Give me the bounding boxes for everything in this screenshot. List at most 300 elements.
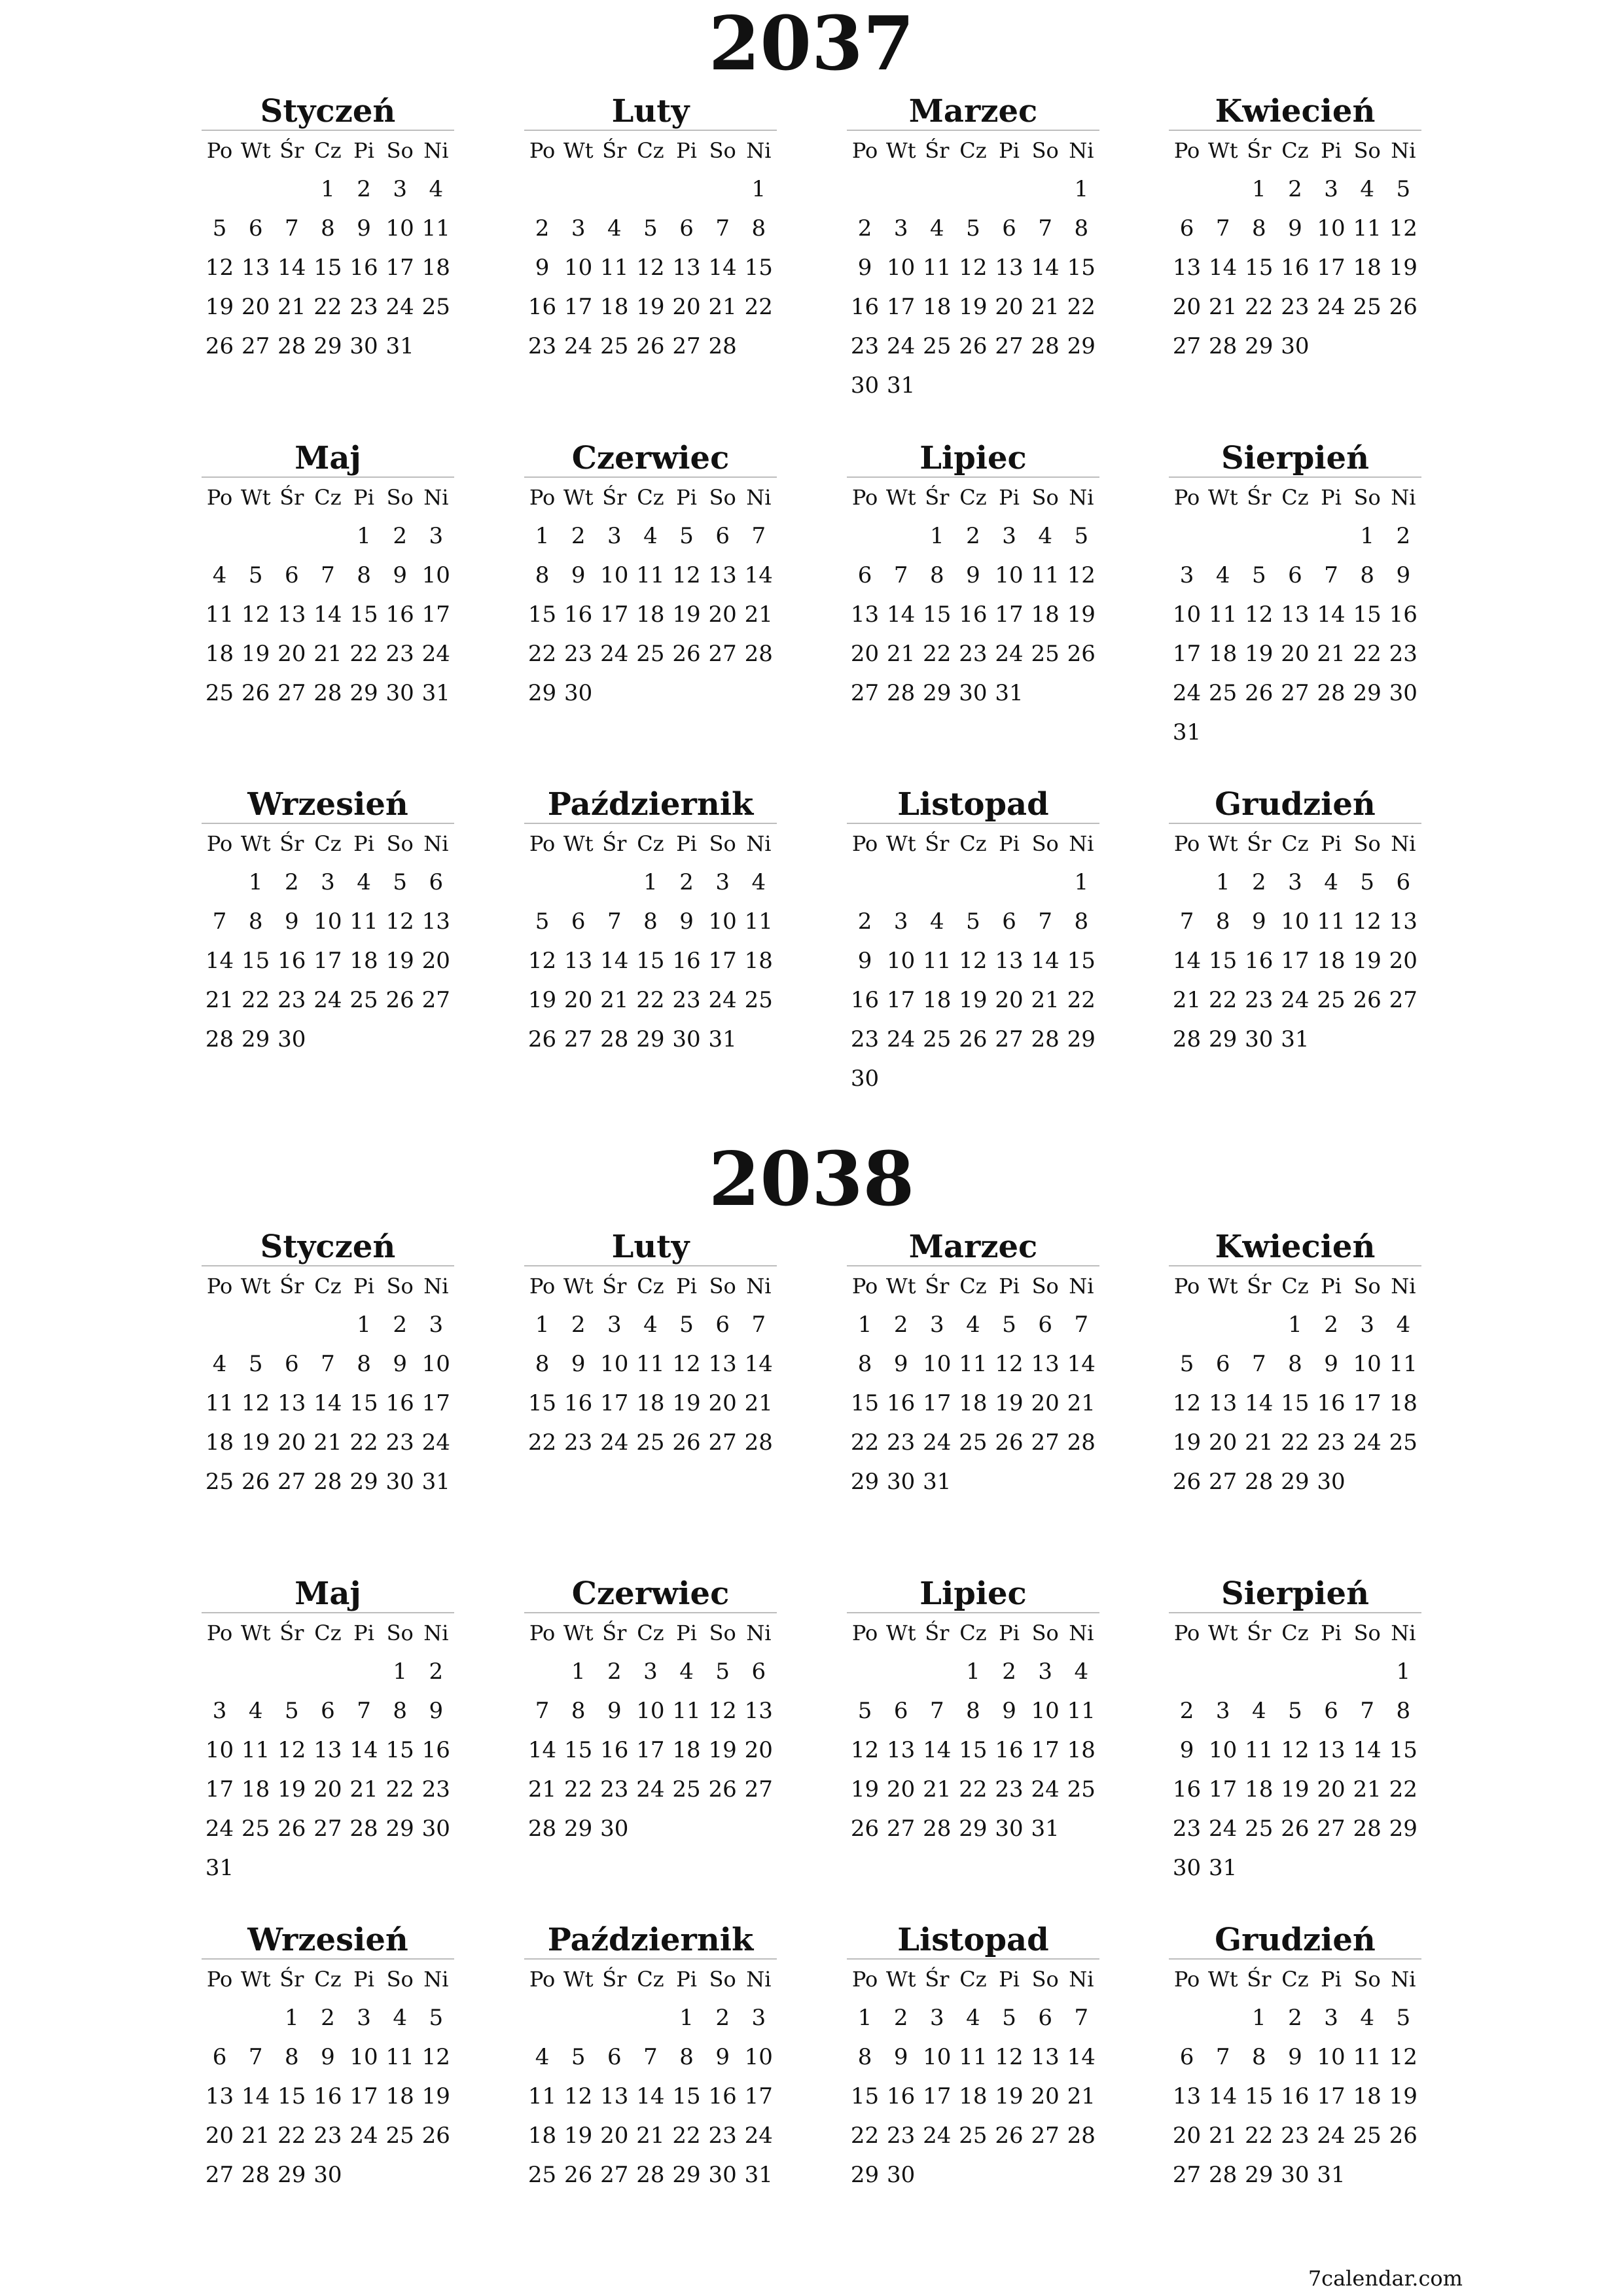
day-cell: 4 — [751, 869, 766, 895]
day-cell: 18 — [349, 948, 378, 974]
day-cell: 11 — [349, 908, 378, 935]
day-cell: 2 — [1251, 869, 1266, 895]
day-cell: 31 — [744, 2162, 773, 2188]
weekday-label: Po — [1173, 1620, 1200, 1645]
day-cell: 20 — [995, 987, 1024, 1013]
day-cell: 6 — [571, 908, 586, 935]
weekday-label: Cz — [959, 831, 987, 856]
weekday-label: So — [386, 137, 414, 163]
month-block — [524, 786, 777, 1059]
day-cell: 1 — [571, 1659, 586, 1685]
month-name: Luty — [524, 1229, 777, 1266]
day-cell: 31 — [1209, 1855, 1238, 1881]
week-row — [202, 595, 454, 634]
day-cell: 24 — [421, 641, 450, 667]
day-cell: 1 — [393, 1659, 407, 1685]
day-cell: 16 — [708, 2083, 737, 2109]
day-cell: 21 — [1172, 987, 1202, 1013]
day-cell: 8 — [857, 1351, 872, 1377]
day-cell: 5 — [1396, 176, 1411, 202]
day-cell: 20 — [205, 2123, 234, 2149]
week-row — [1169, 1770, 1421, 1809]
day-cell: 1 — [929, 523, 944, 549]
day-cell: 15 — [744, 255, 773, 281]
weekday-label: So — [386, 1273, 414, 1299]
day-cell: 6 — [715, 1312, 730, 1338]
day-cell: 7 — [1074, 1312, 1089, 1338]
day-cell: 5 — [643, 215, 658, 242]
day-cell: 13 — [995, 255, 1024, 281]
weekday-header — [847, 478, 1099, 516]
day-cell: 13 — [1317, 1737, 1346, 1763]
weekday-label: Ni — [1391, 1966, 1416, 1992]
day-cell: 14 — [1209, 2083, 1238, 2109]
day-cell: 3 — [715, 869, 730, 895]
weekday-header — [524, 131, 777, 170]
weekday-label: Wt — [885, 831, 916, 856]
day-cell: 9 — [857, 948, 872, 974]
week-row — [1169, 170, 1421, 209]
day-cell: 13 — [1031, 2044, 1060, 2070]
day-cell: 4 — [1396, 1312, 1411, 1338]
day-cell: 6 — [1038, 2005, 1052, 2031]
month-name: Kwiecień — [1169, 93, 1421, 131]
day-cell: 3 — [1288, 869, 1302, 895]
day-cell: 12 — [959, 255, 988, 281]
day-cell: 29 — [672, 2162, 701, 2188]
day-cell: 15 — [277, 2083, 306, 2109]
day-cell: 17 — [313, 948, 342, 974]
weekday-label: Śr — [1247, 1273, 1272, 1299]
day-cell: 13 — [1172, 2083, 1202, 2109]
day-cell: 7 — [715, 215, 730, 242]
day-cell: 11 — [421, 215, 450, 242]
day-cell: 23 — [708, 2123, 737, 2149]
day-cell: 24 — [313, 987, 342, 1013]
weekday-label: Wt — [885, 137, 916, 163]
day-cell: 18 — [241, 1776, 270, 1803]
day-cell: 9 — [966, 562, 980, 588]
month-block — [524, 1575, 777, 1848]
month-block — [524, 1922, 777, 2195]
day-cell: 17 — [349, 2083, 378, 2109]
day-cell: 26 — [205, 333, 234, 359]
day-cell: 30 — [995, 1816, 1024, 1842]
day-cell: 24 — [995, 641, 1024, 667]
day-cell: 8 — [679, 2044, 694, 2070]
month-name: Maj — [202, 440, 454, 478]
day-cell: 4 — [1074, 1659, 1089, 1685]
weekday-label: Cz — [637, 831, 664, 856]
weekday-header — [202, 1266, 454, 1305]
day-cell: 25 — [1353, 294, 1382, 320]
day-cell: 21 — [600, 987, 629, 1013]
day-cell: 24 — [1209, 1816, 1238, 1842]
day-cell: 9 — [1396, 562, 1411, 588]
day-cell: 3 — [893, 908, 908, 935]
day-cell: 28 — [241, 2162, 270, 2188]
day-cell: 19 — [672, 1390, 701, 1416]
week-row — [1169, 516, 1421, 556]
day-cell: 7 — [357, 1698, 371, 1724]
month-block — [1169, 440, 1421, 752]
weekday-header — [1169, 824, 1421, 863]
week-row — [847, 366, 1099, 405]
day-cell: 11 — [205, 1390, 234, 1416]
day-cell: 8 — [1215, 908, 1230, 935]
day-cell: 13 — [1281, 601, 1310, 628]
day-cell: 22 — [1245, 2123, 1274, 2149]
week-row — [847, 980, 1099, 1020]
day-cell: 28 — [349, 1816, 378, 1842]
week-row — [847, 1384, 1099, 1423]
day-cell: 30 — [887, 2162, 916, 2188]
day-cell: 1 — [357, 1312, 371, 1338]
weekday-label: Po — [851, 484, 878, 510]
day-cell: 6 — [607, 2044, 622, 2070]
month-block — [202, 1575, 454, 1888]
day-cell: 12 — [527, 948, 557, 974]
day-cell: 21 — [1317, 641, 1346, 667]
weekday-label: Pi — [676, 484, 697, 510]
day-cell: 24 — [923, 2123, 952, 2149]
weekday-label: Cz — [314, 1966, 342, 1992]
day-cell: 15 — [313, 255, 342, 281]
weekday-label: Po — [529, 1273, 556, 1299]
weekday-header — [524, 1266, 777, 1305]
day-cell: 3 — [1324, 176, 1338, 202]
weekday-label: Po — [1173, 137, 1200, 163]
week-row — [202, 2037, 454, 2077]
weekday-header — [1169, 1613, 1421, 1652]
day-cell: 17 — [421, 1390, 450, 1416]
day-cell: 14 — [636, 2083, 665, 2109]
day-cell: 22 — [1245, 294, 1274, 320]
day-cell: 4 — [679, 1659, 694, 1685]
day-cell: 30 — [887, 1469, 916, 1495]
day-cell: 5 — [393, 869, 407, 895]
day-cell: 17 — [708, 948, 737, 974]
day-cell: 12 — [564, 2083, 593, 2109]
day-cell: 31 — [1317, 2162, 1346, 2188]
day-cell: 9 — [1179, 1737, 1194, 1763]
weekday-label: Śr — [1247, 1620, 1272, 1645]
day-cell: 10 — [923, 1351, 952, 1377]
day-cell: 22 — [527, 1429, 557, 1456]
weekday-label: Wt — [240, 1620, 271, 1645]
day-cell: 17 — [600, 601, 629, 628]
day-cell: 16 — [1389, 601, 1418, 628]
week-row — [1169, 1809, 1421, 1848]
day-cell: 1 — [966, 1659, 980, 1685]
weekday-label: Ni — [423, 1966, 449, 1992]
day-cell: 12 — [1245, 601, 1274, 628]
weekday-label: Po — [851, 137, 878, 163]
day-cell: 16 — [1281, 255, 1310, 281]
day-cell: 28 — [313, 680, 342, 706]
weekday-label: Wt — [240, 1966, 271, 1992]
day-cell: 10 — [995, 562, 1024, 588]
weekday-label: Śr — [279, 1966, 304, 1992]
day-cell: 19 — [1389, 2083, 1418, 2109]
day-cell: 2 — [966, 523, 980, 549]
day-cell: 16 — [995, 1737, 1024, 1763]
week-row — [524, 248, 777, 287]
day-cell: 21 — [1209, 294, 1238, 320]
day-cell: 22 — [1209, 987, 1238, 1013]
week-row — [202, 1848, 454, 1888]
day-cell: 11 — [1031, 562, 1060, 588]
day-cell: 20 — [600, 2123, 629, 2149]
day-cell: 8 — [357, 562, 371, 588]
weekday-label: Wt — [563, 1620, 594, 1645]
day-cell: 29 — [1245, 2162, 1274, 2188]
day-cell: 27 — [277, 680, 306, 706]
day-cell: 18 — [205, 1429, 234, 1456]
day-cell: 24 — [887, 333, 916, 359]
day-cell: 16 — [887, 2083, 916, 2109]
month-block — [847, 93, 1099, 405]
day-cell: 20 — [1172, 294, 1202, 320]
day-cell: 8 — [1074, 215, 1089, 242]
weekday-label: So — [386, 484, 414, 510]
day-cell: 5 — [679, 1312, 694, 1338]
day-cell: 30 — [564, 680, 593, 706]
week-row — [847, 327, 1099, 366]
day-cell: 21 — [1209, 2123, 1238, 2149]
weekday-label: So — [1031, 1620, 1059, 1645]
day-cell: 16 — [887, 1390, 916, 1416]
day-cell: 5 — [1179, 1351, 1194, 1377]
day-cell: 3 — [929, 2005, 944, 2031]
day-cell: 14 — [708, 255, 737, 281]
day-cell: 9 — [284, 908, 299, 935]
day-cell: 8 — [857, 2044, 872, 2070]
day-cell: 3 — [893, 215, 908, 242]
weekday-label: Śr — [1247, 484, 1272, 510]
week-row — [1169, 673, 1421, 713]
weekday-label: Wt — [563, 831, 594, 856]
month-block — [1169, 1922, 1421, 2195]
day-cell: 17 — [421, 601, 450, 628]
day-cell: 7 — [321, 562, 335, 588]
month-name: Wrzesień — [202, 786, 454, 824]
day-cell: 26 — [385, 987, 414, 1013]
day-cell: 27 — [1172, 2162, 1202, 2188]
weekday-label: So — [1353, 1966, 1381, 1992]
day-cell: 18 — [1245, 1776, 1274, 1803]
weekday-label: Śr — [602, 1273, 627, 1299]
week-row — [202, 327, 454, 366]
day-cell: 13 — [1389, 908, 1418, 935]
day-cell: 1 — [1288, 1312, 1302, 1338]
day-cell: 2 — [893, 2005, 908, 2031]
weekday-label: Cz — [959, 1620, 987, 1645]
weekday-label: Pi — [353, 137, 374, 163]
day-cell: 24 — [349, 2123, 378, 2149]
day-cell: 18 — [527, 2123, 557, 2149]
day-cell: 28 — [205, 1026, 234, 1052]
day-cell: 14 — [1031, 255, 1060, 281]
week-row — [1169, 713, 1421, 752]
day-cell: 12 — [636, 255, 665, 281]
week-row — [847, 1770, 1099, 1809]
day-cell: 16 — [1317, 1390, 1346, 1416]
day-cell: 2 — [893, 1312, 908, 1338]
weekday-label: Pi — [676, 1620, 697, 1645]
day-cell: 11 — [1245, 1737, 1274, 1763]
weekday-label: Po — [851, 1620, 878, 1645]
day-cell: 19 — [1245, 641, 1274, 667]
month-name: Sierpień — [1169, 1575, 1421, 1613]
day-cell: 20 — [1209, 1429, 1238, 1456]
month-block — [202, 1229, 454, 1501]
week-row — [1169, 1305, 1421, 1344]
day-cell: 11 — [600, 255, 629, 281]
weekday-label: Śr — [925, 1273, 950, 1299]
month-name: Wrzesień — [202, 1922, 454, 1960]
day-cell: 2 — [284, 869, 299, 895]
day-cell: 31 — [385, 333, 414, 359]
day-cell: 16 — [1245, 948, 1274, 974]
week-row — [847, 634, 1099, 673]
day-cell: 21 — [744, 601, 773, 628]
weekday-label: Wt — [1207, 831, 1238, 856]
day-cell: 15 — [1067, 948, 1096, 974]
day-cell: 25 — [1209, 680, 1238, 706]
day-cell: 29 — [527, 680, 557, 706]
day-cell: 19 — [1353, 948, 1382, 974]
day-cell: 12 — [1067, 562, 1096, 588]
day-cell: 2 — [679, 869, 694, 895]
week-row — [202, 634, 454, 673]
day-cell: 9 — [393, 562, 407, 588]
week-row — [202, 1462, 454, 1501]
day-cell: 25 — [1245, 1816, 1274, 1842]
weekday-label: Śr — [1247, 1966, 1272, 1992]
day-cell: 22 — [1281, 1429, 1310, 1456]
day-cell: 26 — [672, 1429, 701, 1456]
weekday-label: Po — [1173, 1966, 1200, 1992]
day-cell: 26 — [1353, 987, 1382, 1013]
weekday-label: So — [709, 1273, 736, 1299]
day-cell: 24 — [636, 1776, 665, 1803]
day-cell: 2 — [357, 176, 371, 202]
day-cell: 17 — [1209, 1776, 1238, 1803]
week-row — [524, 2116, 777, 2155]
day-cell: 26 — [1281, 1816, 1310, 1842]
day-cell: 14 — [744, 1351, 773, 1377]
day-cell: 14 — [349, 1737, 378, 1763]
day-cell: 26 — [672, 641, 701, 667]
weekday-label: Po — [206, 831, 233, 856]
day-cell: 25 — [1031, 641, 1060, 667]
day-cell: 26 — [1389, 294, 1418, 320]
week-row — [202, 1652, 454, 1691]
day-cell: 7 — [751, 523, 766, 549]
day-cell: 24 — [923, 1429, 952, 1456]
weekday-label: Ni — [1069, 1966, 1094, 1992]
week-row — [202, 673, 454, 713]
day-cell: 11 — [1353, 215, 1382, 242]
day-cell: 5 — [535, 908, 550, 935]
day-cell: 10 — [349, 2044, 378, 2070]
month-name: Styczeń — [202, 93, 454, 131]
day-cell: 21 — [1067, 1390, 1096, 1416]
day-cell: 13 — [277, 601, 306, 628]
day-cell: 18 — [636, 1390, 665, 1416]
day-cell: 25 — [672, 1776, 701, 1803]
day-cell: 19 — [672, 601, 701, 628]
day-cell: 18 — [421, 255, 450, 281]
month-name: Styczeń — [202, 1229, 454, 1266]
day-cell: 24 — [205, 1816, 234, 1842]
year-title: 2038 — [708, 1136, 915, 1223]
day-cell: 16 — [313, 2083, 342, 2109]
day-cell: 15 — [923, 601, 952, 628]
day-cell: 1 — [1074, 869, 1089, 895]
day-cell: 24 — [1317, 294, 1346, 320]
day-cell: 7 — [321, 1351, 335, 1377]
weekday-label: Śr — [925, 1966, 950, 1992]
day-cell: 15 — [527, 601, 557, 628]
week-row — [524, 170, 777, 209]
day-cell: 18 — [959, 1390, 988, 1416]
weekday-label: So — [386, 1620, 414, 1645]
day-cell: 20 — [995, 294, 1024, 320]
week-row — [1169, 1462, 1421, 1501]
day-cell: 11 — [636, 562, 665, 588]
day-cell: 13 — [887, 1737, 916, 1763]
day-cell: 9 — [357, 215, 371, 242]
week-row — [524, 2077, 777, 2116]
day-cell: 4 — [1038, 523, 1052, 549]
day-cell: 27 — [708, 1429, 737, 1456]
week-row — [847, 1691, 1099, 1731]
day-cell: 31 — [887, 372, 916, 399]
day-cell: 18 — [1317, 948, 1346, 974]
day-cell: 30 — [850, 372, 880, 399]
weekday-label: Wt — [240, 137, 271, 163]
day-cell: 5 — [248, 1351, 263, 1377]
week-row — [202, 2077, 454, 2116]
day-cell: 7 — [535, 1698, 550, 1724]
month-name: Grudzień — [1169, 1922, 1421, 1960]
weekday-label: Ni — [746, 1966, 772, 1992]
day-cell: 18 — [744, 948, 773, 974]
day-cell: 5 — [1002, 1312, 1016, 1338]
day-cell: 14 — [205, 948, 234, 974]
weekday-label: Cz — [637, 1273, 664, 1299]
day-cell: 23 — [1317, 1429, 1346, 1456]
day-cell: 29 — [241, 1026, 270, 1052]
day-cell: 3 — [212, 1698, 227, 1724]
week-row — [1169, 2116, 1421, 2155]
month-name: Maj — [202, 1575, 454, 1613]
day-cell: 23 — [850, 333, 880, 359]
day-cell: 28 — [1172, 1026, 1202, 1052]
day-cell: 17 — [636, 1737, 665, 1763]
day-cell: 29 — [349, 1469, 378, 1495]
weekday-label: Cz — [959, 137, 987, 163]
weekday-label: Wt — [240, 831, 271, 856]
month-name: Marzec — [847, 1229, 1099, 1266]
week-row — [847, 1809, 1099, 1848]
day-cell: 4 — [929, 908, 944, 935]
day-cell: 4 — [929, 215, 944, 242]
day-cell: 26 — [527, 1026, 557, 1052]
day-cell: 16 — [527, 294, 557, 320]
